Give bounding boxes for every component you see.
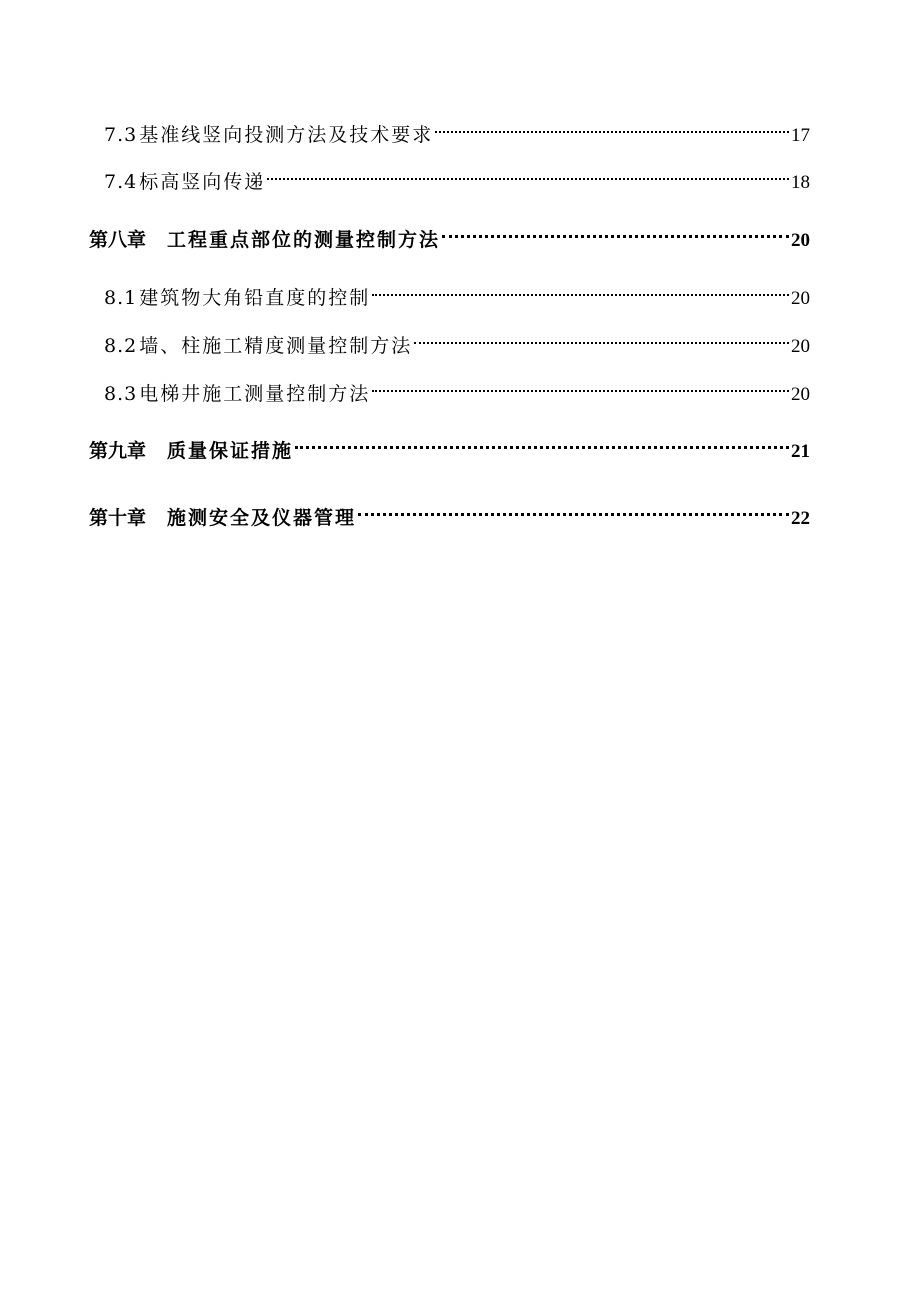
toc-chapter-number: 第十章 <box>89 507 147 529</box>
toc-entry-8-3[interactable] <box>104 370 810 405</box>
toc-entry-number: 8.2 <box>104 335 138 357</box>
toc-entry-page: 17 <box>791 125 810 146</box>
dot-leader <box>358 494 789 524</box>
toc-chapter-10[interactable] <box>89 494 810 529</box>
toc-entry-page: 20 <box>791 288 810 309</box>
toc-entry-7-3[interactable] <box>104 111 810 146</box>
toc-chapter-9[interactable] <box>89 427 810 462</box>
toc-entry-title: 标高竖向传递 <box>139 171 266 193</box>
toc-entry-8-2[interactable] <box>104 322 810 357</box>
dot-leader <box>295 427 789 457</box>
toc-entry-page: 18 <box>791 172 810 193</box>
toc-chapter-title: 工程重点部位的测量控制方法 <box>167 229 441 251</box>
dot-leader <box>372 370 789 400</box>
toc-chapter-number: 第八章 <box>89 229 147 251</box>
toc-entry-8-1[interactable] <box>104 274 810 309</box>
toc-entry-title: 建筑物大角铅直度的控制 <box>139 287 371 309</box>
dot-leader <box>414 322 789 352</box>
toc-chapter-page: 20 <box>791 230 810 251</box>
toc-chapter-page: 22 <box>791 508 810 529</box>
toc-entry-page: 20 <box>791 336 810 357</box>
dot-leader <box>267 158 789 188</box>
toc-entry-page: 20 <box>791 384 810 405</box>
toc-chapter-8[interactable] <box>89 216 810 251</box>
dot-leader <box>442 216 789 246</box>
toc-entry-7-4[interactable] <box>104 158 810 193</box>
toc-chapter-title: 质量保证措施 <box>167 440 294 462</box>
dot-leader <box>372 274 789 304</box>
toc-entry-number: 8.3 <box>104 383 138 405</box>
toc-entry-title: 电梯井施工测量控制方法 <box>139 383 371 405</box>
toc-entry-number: 8.1 <box>104 287 138 309</box>
toc-chapter-title: 施测安全及仪器管理 <box>167 507 357 529</box>
toc-entry-title: 基准线竖向投测方法及技术要求 <box>139 124 434 146</box>
toc-entry-number: 7.4 <box>104 171 138 193</box>
toc-chapter-number: 第九章 <box>89 440 147 462</box>
toc-entry-title: 墙、柱施工精度测量控制方法 <box>139 335 413 357</box>
toc-entry-number: 7.3 <box>104 124 138 146</box>
toc-chapter-page: 21 <box>791 441 810 462</box>
dot-leader <box>435 111 789 141</box>
